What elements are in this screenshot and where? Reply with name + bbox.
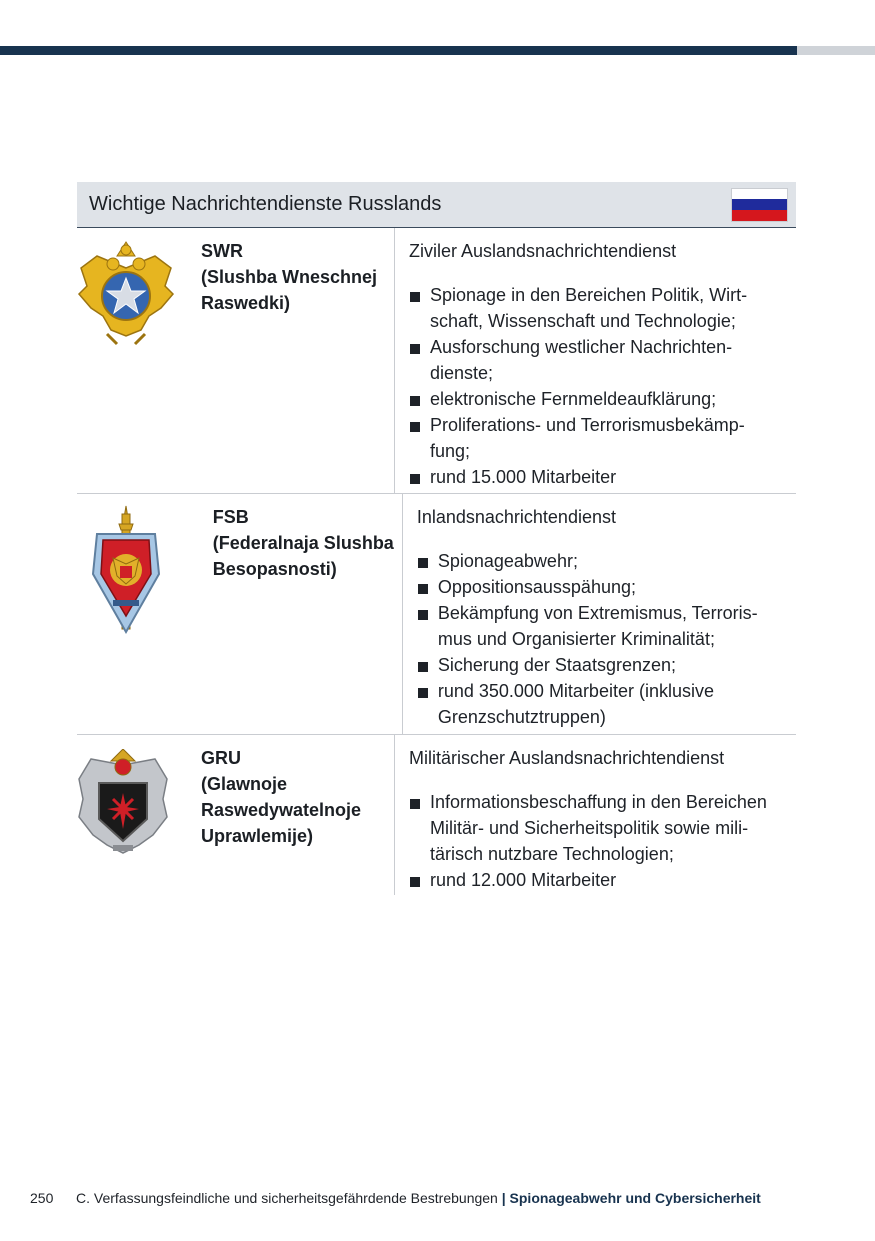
service-fullname: (Glawnoje Raswedywatelnoje Uprawlemije) (201, 774, 362, 846)
service-description-cell (395, 228, 796, 493)
list-item: Informationsbeschaffung in den Bereichen Militär- und Sicherheitspolitik sowie mili- tärisch nutzbare Technologien; (409, 789, 796, 867)
service-description-cell (395, 735, 796, 895)
list-item: Ausforschung westlicher Nachrichten- dienste; (409, 334, 796, 386)
page-footer (30, 1190, 761, 1206)
swr-emblem-icon (77, 238, 175, 348)
list-item: elektronische Fernmeldeaufklärung; (409, 386, 796, 412)
service-fullname: (Slushba Wneschnej Raswedki) (201, 267, 378, 313)
table-row-swr (77, 228, 796, 494)
intelligence-services-table (77, 182, 796, 895)
list-item: Spionageabwehr; (417, 548, 796, 574)
service-abbreviation: GRU (201, 748, 241, 768)
list-item: rund 15.000 Mitarbeiter (409, 464, 796, 490)
top-accent-bar (0, 46, 797, 55)
service-abbreviation: SWR (201, 241, 243, 261)
emblem-cell (77, 494, 199, 734)
emblem-cell (77, 735, 187, 895)
list-item: rund 350.000 Mitarbeiter (inklusive Grenzschutztruppen) (417, 678, 796, 730)
footer-separator: | (501, 1190, 506, 1206)
task-list (409, 789, 796, 893)
service-abbreviation: FSB (212, 507, 249, 527)
service-type: Militärischer Auslandsnachrichtendienst (409, 748, 725, 768)
task-list (417, 548, 796, 730)
table-row-gru (77, 735, 796, 895)
table-header (77, 182, 796, 228)
list-item: Spionage in den Bereichen Politik, Wirt- schaft, Wissenschaft und Technologie; (409, 282, 796, 334)
list-item: Proliferations- und Terrorismusbekämp- fung; (409, 412, 796, 464)
service-name-cell (187, 228, 395, 493)
service-name-cell (199, 494, 403, 734)
fsb-emblem-icon (91, 504, 161, 639)
service-description-cell (403, 494, 796, 734)
page-number: 250 (30, 1190, 54, 1206)
service-name-cell (187, 735, 395, 895)
top-accent-bar-gray (797, 46, 875, 55)
list-item: Bekämpfung von Extremismus, Terroris- mus und Organisierter Kriminalität; (417, 600, 796, 652)
section-title: Spionageabwehr und Cybersicherheit (509, 1190, 761, 1206)
russian-flag-icon (731, 188, 788, 222)
table-row-fsb (77, 494, 796, 735)
service-fullname: (Federalnaja Slushba Besopasnosti) (212, 533, 394, 579)
service-type: Inlandsnachrichtendienst (416, 507, 616, 527)
service-type: Ziviler Auslandsnachrichtendienst (409, 241, 677, 261)
task-list (409, 282, 796, 490)
table-title: Wichtige Nachrichtendienste Russlands (89, 193, 442, 215)
list-item: Sicherung der Staatsgrenzen; (417, 652, 796, 678)
list-item: Oppositionsausspähung; (417, 574, 796, 600)
chapter-title: C. Verfassungsfeindliche und sicherheitsgefährdende Bestrebungen (76, 1190, 498, 1206)
list-item: rund 12.000 Mitarbeiter (409, 867, 796, 893)
gru-emblem-icon (77, 749, 169, 855)
emblem-cell (77, 228, 187, 493)
